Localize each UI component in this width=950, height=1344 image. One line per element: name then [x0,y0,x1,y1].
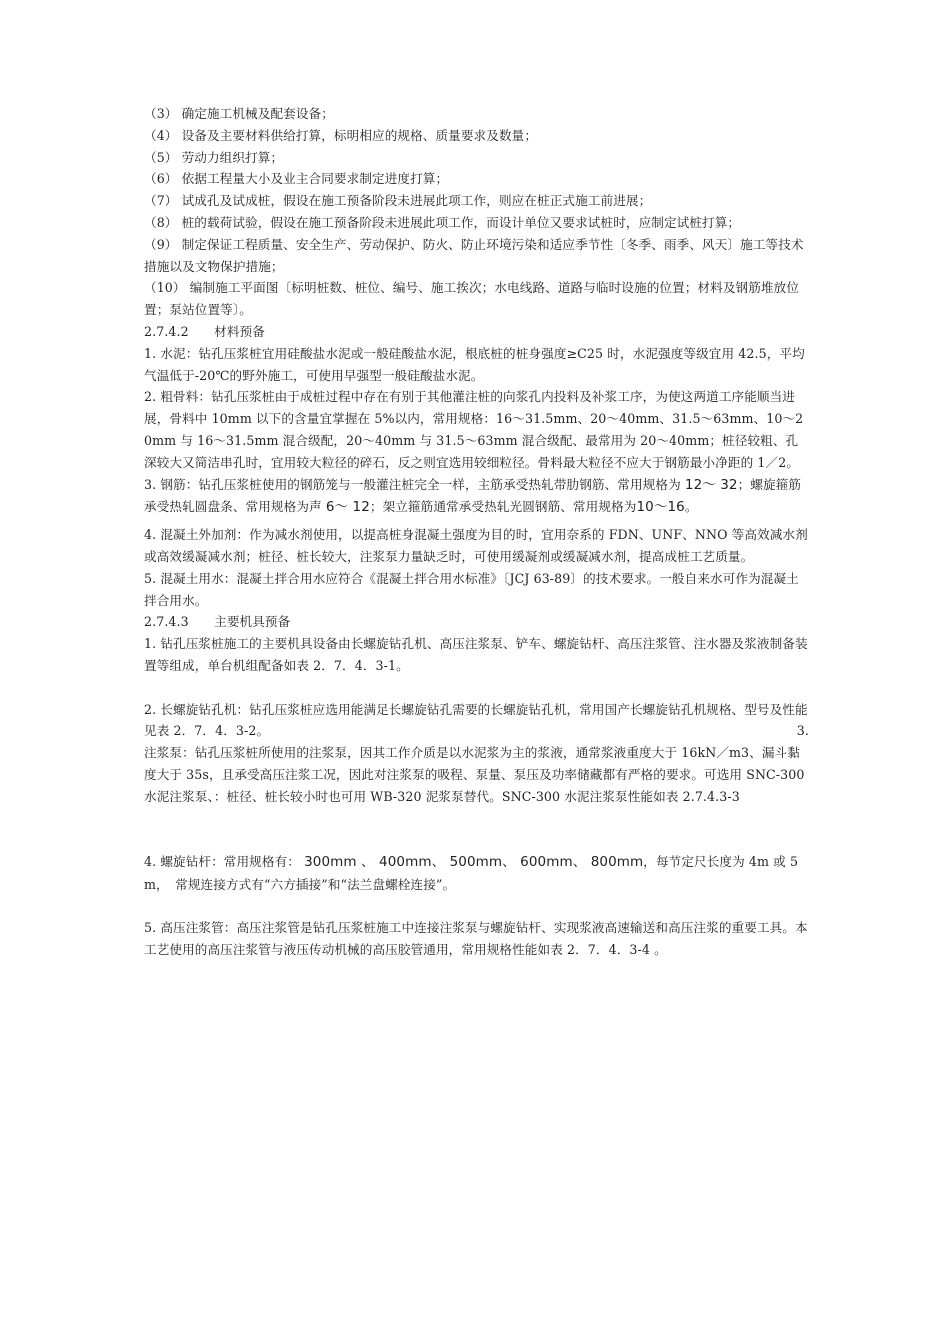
rebar-spec-spiral: 6～ 12 [325,499,370,516]
auger-rig-text: 2. 长螺旋钻孔机：钻孔压浆桩应选用能满足长螺旋钻孔需要的长螺旋钻孔机，常用国产长螺旋钻孔机规格、型号及性能见表 2．7．4．3-2。 [144,701,808,739]
rebar-text-2: ；螺旋箍筋承受热轧圆盘条、常用规格为声 [144,476,802,515]
paragraph-admixture: 4. 混凝土外加剂：作为减水剂使用，以提高桩身混凝土强度为目的时，宜用奈系的 FDN、UNF、NNO 等高效减水剂或高效缓凝减水剂；桩径、桩长较大，注浆泵力量缺乏时，可使用缓凝剂或缓凝减水剂，提高成桩工艺质量。 [144,527,808,564]
section-heading-machines: 2.7.4.3 主要机具预备 [144,614,291,630]
list-item: （5） 劳动力组织打算； [144,149,284,165]
paragraph-grout-hose: 5. 高压注浆管：高压注浆管是钻孔压浆桩施工中连接注浆泵与螺旋钻杆、实现浆液高速输送和高压注浆的重要工具。本工艺使用的高压注浆管与液压传动机械的高压胶管通用，常用规格性能如表 2．7．4．3-4 。 [144,920,808,958]
list-item: （9） 制定保证工程质量、安全生产、劳动保护、防火、防止环境污染和适应季节性〔冬季、雨季、风天〕施工等技术措施以及文物保护措施； [144,236,804,274]
paragraph-auger-rig [144,699,809,743]
list-item: （4） 设备及主要材料供给打算，标明相应的规格、质量要求及数量； [144,127,538,143]
next-item-number: 3. [796,723,809,739]
paragraph-water: 5. 混凝土用水：混凝土拌合用水应符合《混凝土拌合用水标准》〔JCJ 63-89〕的技术要求。一般自来水可作为混凝土拌合用水。 [144,570,799,608]
list-item: （10） 编制施工平面图〔标明桩数、桩位、编号、施工挨次；水电线路、道路与临时设施的位置；材料及钢筋堆放位置；泵站位置等〕。 [144,280,800,318]
auger-rod-text-2: ，每节定尺长度为 4m 或 5m， 常规连接方式有“六方插接”和“法兰盘螺栓连接”。 [144,854,799,892]
paragraph-rebar [144,474,809,520]
document-body [144,103,809,961]
rebar-spec-main: 12～ 32 [684,476,738,493]
list-item: （3） 确定施工机械及配套设备； [144,106,334,121]
rebar-text-4: 。 [684,499,698,515]
auger-rod-specs: 300mm 、 400mm、 500mm、 600mm、 800mm [304,854,644,871]
rebar-text-1: 3. 钢筋：钻孔压浆桩使用的钢筋笼与一般灌注桩完全一样，主筋承受热轧带肋钢筋、常用规格为 [144,476,685,492]
auger-rod-text-1: 4. 螺旋钻杆：常用规格有： [144,854,300,870]
paragraph-grout-pump: 注浆泵：钻孔压浆桩所使用的注浆泵，因其工作介质是以水泥浆为主的浆液，通常浆液重度大于 16kN／m3、漏斗黏度大于 35s，且承受高压注浆工况，因此对注浆泵的吸程、泵量、泵压及功率储藏都有严格的要求。可选用 SNC-300 水泥注浆泵、：桩径、桩长较小时也可用 WB-320 泥浆泵替代。SNC-300 水泥注浆泵性能如表 2.7.4.3-3 [144,745,805,804]
section-heading-materials: 2.7.4.2 材料预备 [144,323,265,339]
list-item: （8） 桩的载荷试验，假设在施工预备阶段未进展此项工作，而设计单位又要求试桩时，应制定试桩打算； [144,214,741,230]
list-item: （6） 依据工程量大小及业主合同要求制定进度打算； [144,171,449,187]
paragraph-auger-rod [144,851,809,896]
rebar-text-3: ；架立箍筋通常承受热轧光圆钢筋、常用规格为 [369,499,637,515]
paragraph-machines-overview: 1. 钻孔压浆桩施工的主要机具设备由长螺旋钻孔机、高压注浆泵、铲车、螺旋钻杆、高压注浆管、注水器及浆液制备装置等组成，单台机组配备如表 2．7．4．3-1。 [144,636,808,673]
paragraph-cement: 1. 水泥：钻孔压浆桩宜用硅酸盐水泥或一般硅酸盐水泥，根底桩的桩身强度≥C25 时，水泥强度等级宜用 42.5，平均气温低于-20℃的野外施工，可使用早强型一般硅酸盐水泥。 [144,345,805,383]
list-item: （7） 试成孔及试成桩，假设在施工预备阶段未进展此项工作，则应在桩正式施工前进展； [144,193,652,209]
paragraph-aggregate: 2. 粗骨料：钻孔压浆桩由于成桩过程中存在有别于其他灌注桩的向浆孔内投料及补浆工序，为使这两道工序能顺当进展，骨料中 10mm 以下的含量宜掌握在 5%以内，常用规格：16～31.5mm、20～40mm、31.5～63mm、10～20mm 与 16～31.5mm 混合级配，20～40mm 与 31.5～63mm 混合级配、最常用为 20～40mm；桩径较粗、孔深较大又简洁串孔时，宜用较大粒径的碎石，反之则宜选用较细粒径。骨料最大粒径不应大于钢筋最小净距的 1／2。 [144,389,804,470]
rebar-spec-erect: 10～16 [636,499,685,516]
